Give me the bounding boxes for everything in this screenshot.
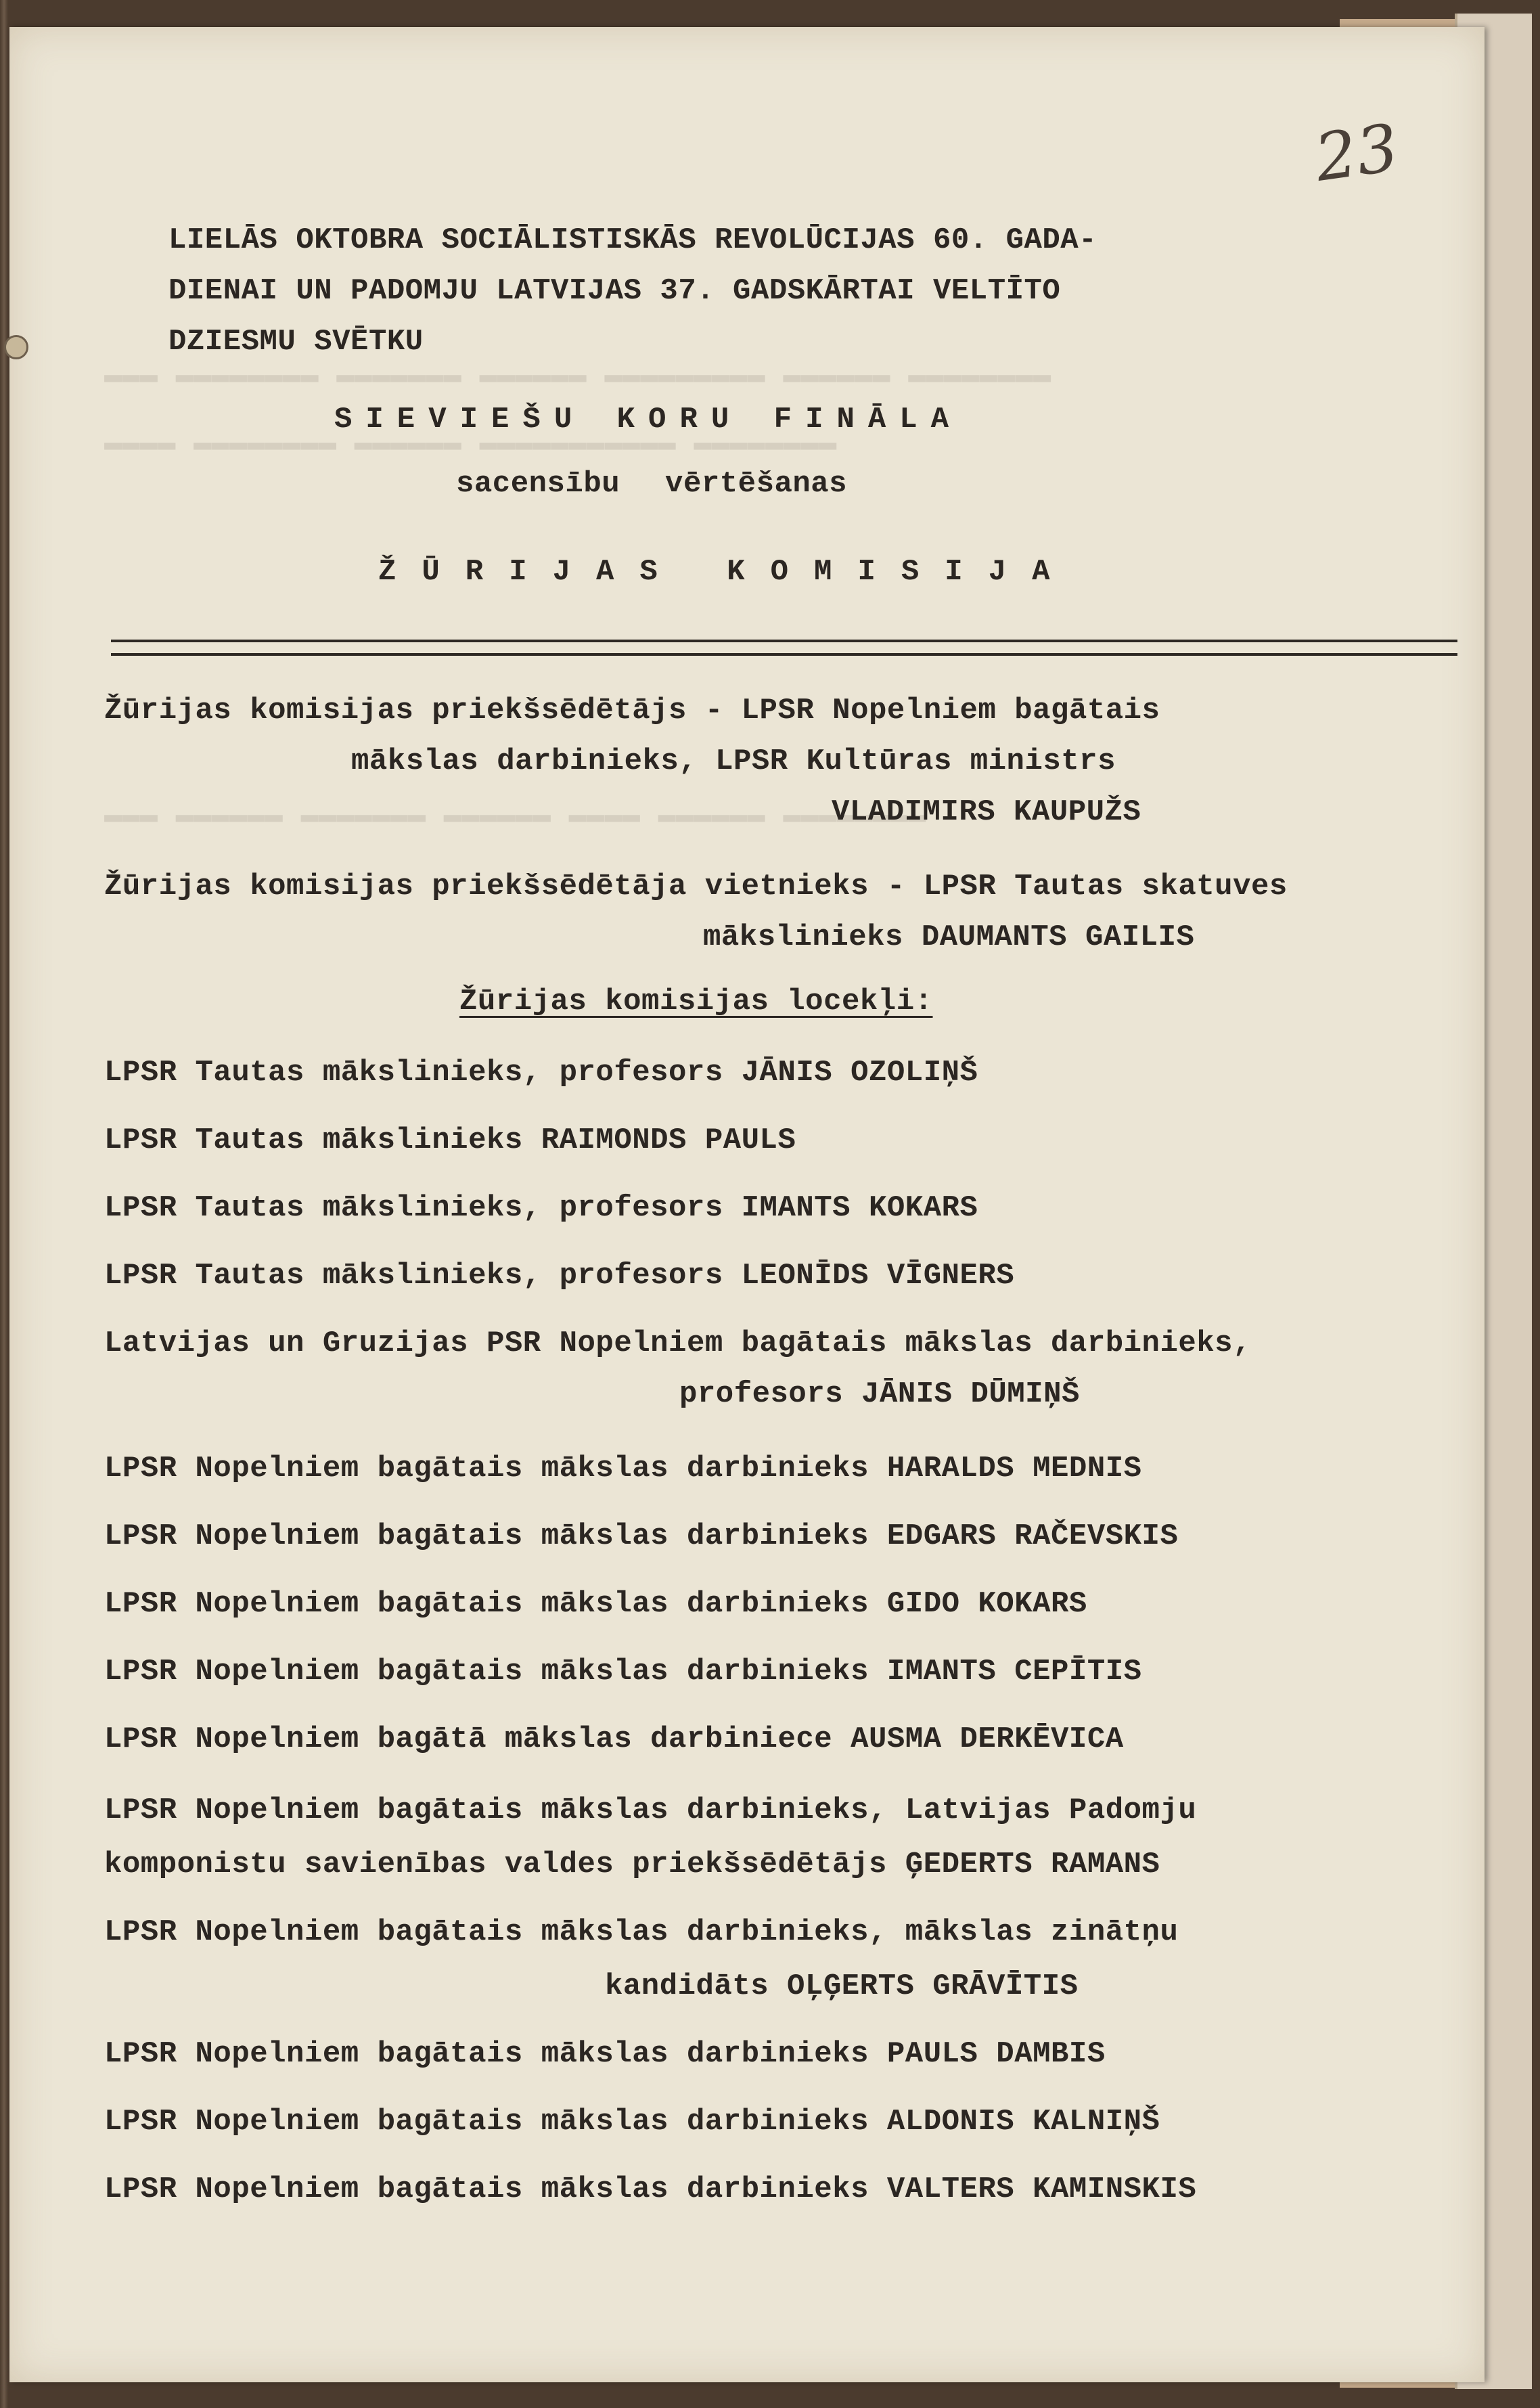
member-line: LPSR Tautas mākslinieks, profesors LEONĪDS VĪGNERS: [104, 1259, 1015, 1293]
member-line: komponistu savienības valdes priekšsēdētājs ĢEDERTS RAMANS: [104, 1848, 1160, 1881]
member-line: kandidāts OĻĢERTS GRĀVĪTIS: [605, 1969, 1079, 2003]
member-line: LPSR Nopelniem bagātais mākslas darbinieks VALTERS KAMINSKIS: [104, 2172, 1197, 2206]
header-line-1: LIELĀS OKTOBRA SOCIĀLISTISKĀS REVOLŪCIJAS 60. GADA-: [168, 223, 1097, 257]
member-line: LPSR Nopelniem bagātais mākslas darbinieks HARALDS MEDNIS: [104, 1452, 1142, 1486]
double-rule: [111, 640, 1457, 656]
bleed-through: ▬▬▬▬ ▬▬▬▬▬▬▬▬ ▬▬▬▬▬▬ ▬▬▬▬▬▬▬▬▬▬▬ ▬▬▬▬▬▬▬▬: [104, 426, 837, 460]
bleed-through: ▬▬▬ ▬▬▬▬▬▬▬▬ ▬▬▬▬▬▬▬ ▬▬▬▬▬▬ ▬▬▬▬▬▬▬▬▬ ▬▬▬▬▬▬ ▬▬▬▬▬▬▬▬: [104, 359, 1051, 393]
members-heading: Žūrijas komisijas locekļi:: [459, 985, 933, 1019]
header-line-2: DIENAI UN PADOMJU LATVIJAS 37. GADSKĀRTAI VELTĪTO: [168, 274, 1061, 308]
vice-chairman-line-1: Žūrijas komisijas priekšsēdētāja vietnieks - LPSR Tautas skatuves: [104, 870, 1288, 904]
subtitle-2: sacensību vērtēšanas: [456, 467, 848, 501]
member-line: Latvijas un Gruzijas PSR Nopelniem bagātais mākslas darbinieks,: [104, 1326, 1251, 1360]
member-line: LPSR Nopelniem bagātais mākslas darbinieks EDGARS RAČEVSKIS: [104, 1519, 1179, 1553]
member-line: LPSR Nopelniem bagātā mākslas darbiniece AUSMA DERKĒVICA: [104, 1722, 1124, 1756]
document-page: [9, 27, 1485, 2382]
member-line: LPSR Nopelniem bagātais mākslas darbinieks ALDONIS KALNIŅŠ: [104, 2105, 1160, 2139]
chairman-line-2: mākslas darbinieks, LPSR Kultūras ministrs: [351, 744, 1116, 778]
section-title: ŽŪRIJAS KOMISIJA: [378, 555, 1076, 589]
binder-ring: [4, 335, 28, 359]
chairman-line-1: Žūrijas komisijas priekšsēdētājs - LPSR Nopelniem bagātais: [104, 694, 1160, 728]
member-line: LPSR Nopelniem bagātais mākslas darbinieks GIDO KOKARS: [104, 1587, 1087, 1621]
subtitle: SIEVIEŠU KORU FINĀLA: [334, 403, 963, 437]
member-line: LPSR Nopelniem bagātais mākslas darbinieks IMANTS CEPĪTIS: [104, 1655, 1142, 1689]
member-line: LPSR Tautas mākslinieks RAIMONDS PAULS: [104, 1123, 796, 1157]
member-line: LPSR Nopelniem bagātais mākslas darbinieks, Latvijas Padomju: [104, 1793, 1197, 1827]
chairman-name: VLADIMIRS KAUPUŽS: [832, 795, 1141, 829]
bleed-through: ▬▬▬ ▬▬▬▬▬▬ ▬▬▬▬▬▬▬ ▬▬▬▬▬▬ ▬▬▬▬ ▬▬▬▬▬▬ ▬▬▬▬▬▬▬▬: [104, 799, 926, 832]
member-line: profesors JĀNIS DŪMIŅŠ: [679, 1377, 1080, 1411]
member-line: LPSR Nopelniem bagātais mākslas darbinieks PAULS DAMBIS: [104, 2037, 1106, 2071]
page-number: 23: [1310, 110, 1403, 196]
header-line-3: DZIESMU SVĒTKU: [168, 325, 424, 359]
member-line: LPSR Tautas mākslinieks, profesors IMANTS KOKARS: [104, 1191, 978, 1225]
member-line: LPSR Tautas mākslinieks, profesors JĀNIS OZOLIŅŠ: [104, 1056, 978, 1090]
vice-chairman-line-2: mākslinieks DAUMANTS GAILIS: [703, 920, 1195, 954]
member-line: LPSR Nopelniem bagātais mākslas darbinieks, mākslas zinātņu: [104, 1915, 1179, 1949]
